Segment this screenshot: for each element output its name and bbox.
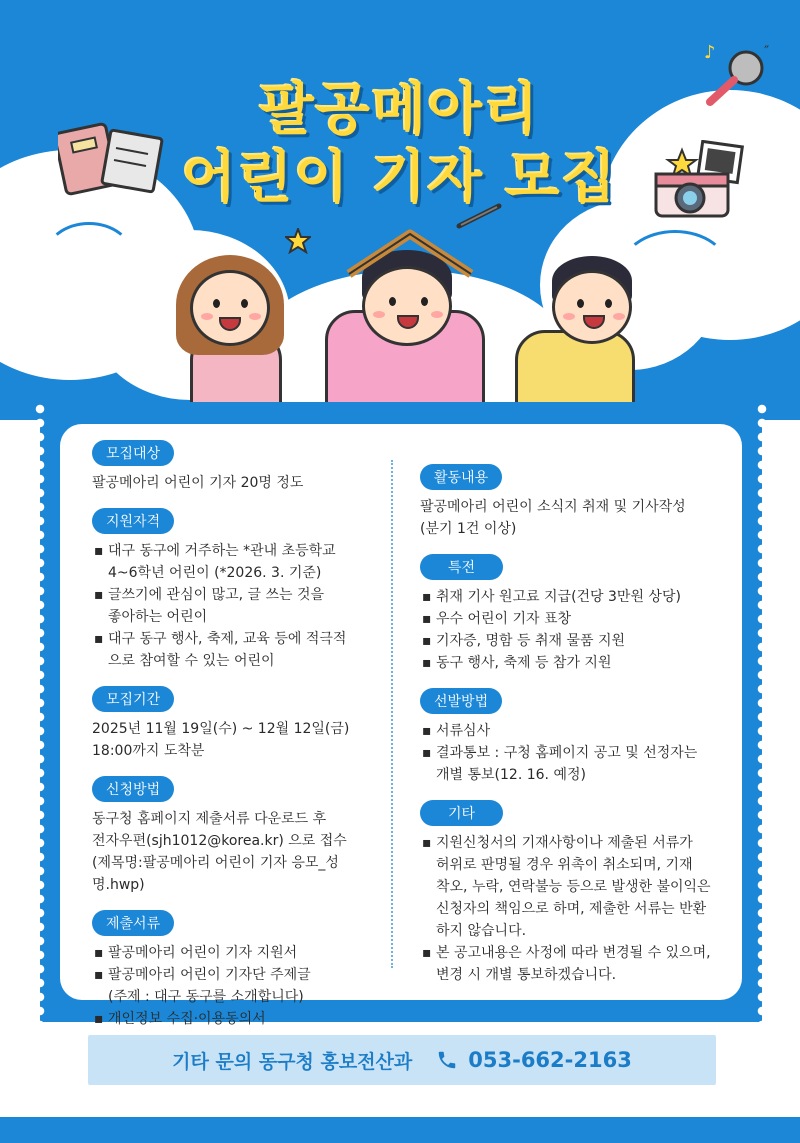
list-item-line: (주제 : 대구 동구를 소개합니다)	[108, 989, 304, 1005]
list-item-line: ▪ 취재 기사 원고료 지급(건당 3만원 상당)	[436, 589, 681, 605]
svg-text:″: ″	[764, 44, 770, 60]
svg-text:♪: ♪	[704, 42, 716, 63]
list-item-line: ▪ 대구 동구 행사, 축제, 교육 등에 적극적	[108, 631, 347, 647]
list-item	[92, 540, 382, 584]
list-item-line: ▪ 팔공메아리 어린이 기자단 주제글	[108, 967, 311, 983]
section-label: 지원자격	[92, 508, 174, 534]
title-line-2: 어린이 기자 모집	[182, 146, 618, 211]
section-eligibility	[92, 508, 382, 672]
list-item-line: ▪ 기자증, 명함 등 취재 물품 지원	[436, 633, 625, 649]
list-item	[420, 832, 740, 942]
list-item-line: ▪ 동구 행사, 축제 등 참가 지원	[436, 655, 612, 671]
list-item	[92, 942, 382, 964]
section-recruit-target	[92, 440, 382, 494]
footer-band	[0, 1117, 800, 1143]
section-label: 제출서류	[92, 910, 174, 936]
phone-icon	[436, 1049, 458, 1071]
section-etc	[420, 800, 740, 986]
apply-line: 명.hwp)	[92, 877, 145, 893]
section-label: 모집대상	[92, 440, 174, 466]
section-benefits	[420, 554, 740, 674]
left-column	[92, 440, 382, 1044]
list-item-line: 신청자의 책임으로 하며, 제출한 서류는 반환	[436, 901, 707, 917]
book-roof-icon	[345, 228, 475, 278]
recruit-target-text: 팔공메아리 어린이 기자 20명 정도	[92, 475, 304, 491]
list-item-line: ▪ 대구 동구에 거주하는 *관내 초등학교	[108, 543, 336, 559]
section-period	[92, 686, 382, 762]
list-item-line: ▪ 팔공메아리 어린이 기자 지원서	[108, 945, 298, 961]
list-item-line: 4~6학년 어린이 (*2026. 3. 기준)	[108, 565, 322, 581]
activity-line: (분기 1건 이상)	[420, 521, 517, 537]
list-item-line: ▪ 지원신청서의 기재사항이나 제출된 서류가	[436, 835, 693, 851]
pencil-icon	[455, 200, 505, 230]
list-item-line: 하지 않습니다.	[436, 923, 527, 939]
list-item	[420, 652, 740, 674]
list-item	[420, 586, 740, 608]
list-item	[420, 942, 740, 986]
list-item	[420, 742, 740, 786]
list-item-line: ▪ 우수 어린이 기자 표창	[436, 611, 572, 627]
section-documents	[92, 910, 382, 1030]
list-item-line: 착오, 누락, 연락불능 등으로 발생한 불이익은	[436, 879, 711, 895]
section-label: 모집기간	[92, 686, 174, 712]
section-selection	[420, 688, 740, 786]
list-item	[92, 628, 382, 672]
section-label: 신청방법	[92, 776, 174, 802]
section-label: 특전	[420, 554, 503, 580]
apply-line: 동구청 홈페이지 제출서류 다운로드 후	[92, 811, 327, 827]
contact-bar	[88, 1035, 716, 1085]
cloud-outline	[44, 222, 134, 292]
period-line: 18:00까지 도착분	[92, 743, 205, 759]
kid-face	[362, 266, 452, 346]
list-item-line: 허위로 판명될 경우 위촉이 취소되며, 기재	[436, 857, 693, 873]
period-line: 2025년 11월 19일(수) ~ 12월 12일(금)	[92, 721, 350, 737]
section-apply	[92, 776, 382, 896]
camera-icon	[652, 140, 752, 224]
microphone-icon	[690, 40, 780, 110]
list-item-line: 개별 통보(12. 16. 예정)	[436, 767, 586, 783]
list-item-line: ▪ 본 공고내용은 사정에 따라 변경될 수 있으며,	[436, 945, 711, 961]
apply-line: 전자우편(sjh1012@korea.kr) 으로 접수	[92, 833, 347, 849]
list-item-line: 변경 시 개별 통보하겠습니다.	[436, 967, 617, 983]
right-column	[420, 464, 740, 1000]
list-item	[420, 608, 740, 630]
stamp-edge-right	[755, 402, 769, 1022]
cloud-outline	[620, 230, 730, 310]
kid-face	[552, 270, 632, 344]
contact-phone: 053-662-2163	[468, 1048, 632, 1072]
list-item	[420, 720, 740, 742]
list-item	[420, 630, 740, 652]
section-activity	[420, 464, 740, 540]
apply-line: (제목명:팔공메아리 어린이 기자 응모_성	[92, 855, 339, 871]
column-divider	[391, 460, 393, 968]
hero-banner	[0, 0, 800, 420]
list-item-line: 으로 참여할 수 있는 어린이	[108, 653, 275, 669]
list-item	[92, 964, 382, 1008]
book-icon	[58, 118, 168, 198]
list-item-line: 좋아하는 어린이	[108, 609, 208, 625]
list-item	[92, 584, 382, 628]
list-item-line: ▪ 서류심사	[436, 723, 491, 739]
list-item-line: ▪ 결과통보 : 구청 홈페이지 공고 및 선정자는	[436, 745, 698, 761]
activity-line: 팔공메아리 어린이 소식지 취재 및 기사작성	[420, 499, 686, 515]
title-line-1: 팔공메아리	[259, 78, 541, 143]
section-label: 기타	[420, 800, 503, 826]
section-label: 활동내용	[420, 464, 502, 490]
stamp-edge-left	[33, 402, 47, 1022]
kid-face	[190, 270, 270, 346]
contact-label: 기타 문의 동구청 홍보전산과	[172, 1050, 413, 1073]
section-label: 선발방법	[420, 688, 502, 714]
star-icon	[285, 228, 311, 254]
list-item	[92, 1008, 382, 1030]
list-item-line: ▪ 개인정보 수집·이용동의서	[108, 1011, 266, 1027]
list-item-line: ▪ 글쓰기에 관심이 많고, 글 쓰는 것을	[108, 587, 325, 603]
